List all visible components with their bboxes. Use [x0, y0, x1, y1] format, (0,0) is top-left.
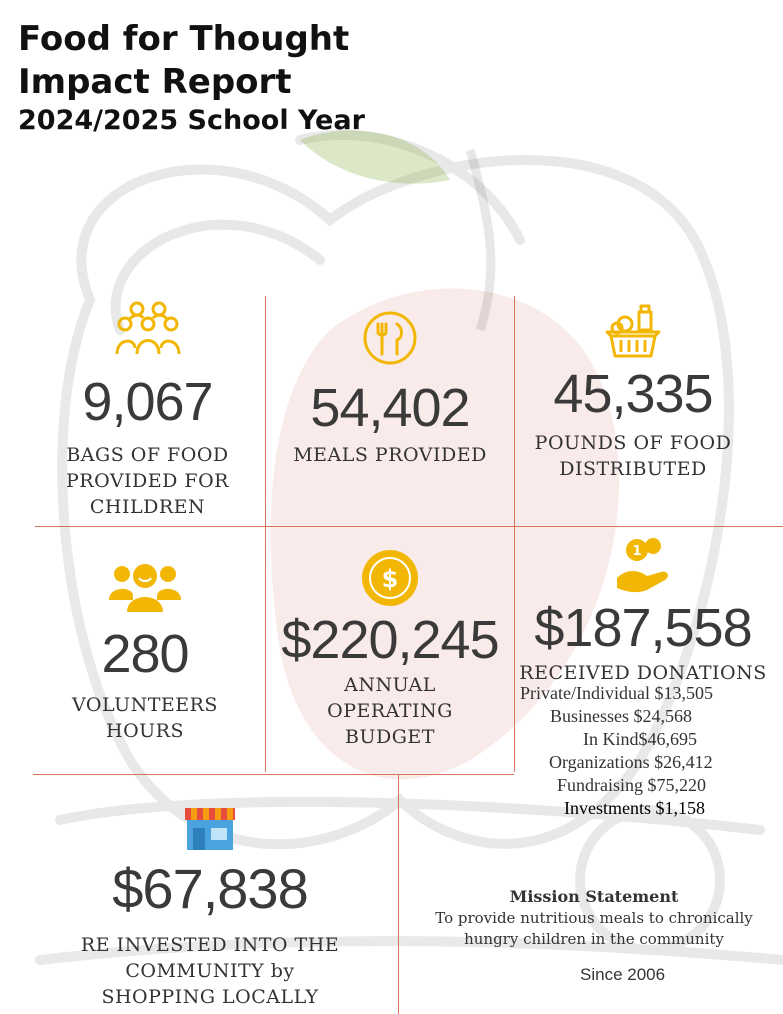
- stat-reinvested-locally: [60, 806, 360, 1010]
- local-label-line-1: RE INVESTED INTO THE: [80, 934, 340, 956]
- fork-knife-icon: [362, 310, 418, 366]
- grid-line-h1: [35, 526, 783, 527]
- volunteers-number: 280: [101, 624, 189, 684]
- hand-coin-icon: [613, 536, 673, 596]
- budget-label-line-1: ANNUAL: [344, 674, 436, 696]
- donation-item-organizations: Organizations $26,412: [549, 752, 713, 772]
- donation-item-investments: Investments $1,158: [564, 798, 705, 818]
- bags-label-line-1: BAGS OF FOOD: [66, 444, 229, 466]
- meals-number: 54,402: [310, 378, 470, 438]
- donations-label: RECEIVED DONATIONS: [519, 662, 767, 684]
- pounds-label-line-1: POUNDS OF FOOD: [534, 432, 732, 454]
- grid-line-v2: [514, 296, 515, 772]
- mission-statement: [405, 886, 783, 950]
- donation-item-businesses: Businesses $24,568: [550, 706, 693, 726]
- mission-title: Mission Statement: [509, 887, 679, 906]
- svg-text:$: $: [381, 565, 399, 593]
- donation-item-in-kind: In Kind$46,695: [583, 729, 697, 749]
- local-label-line-3: SHOPPING LOCALLY: [101, 986, 319, 1008]
- local-label-line-2: COMMUNITY by: [125, 960, 295, 982]
- report-title: [18, 18, 365, 138]
- stat-volunteer-hours: [35, 562, 255, 744]
- storefront-icon: [183, 806, 237, 852]
- budget-number: $220,245: [281, 610, 499, 670]
- budget-label-line-3: BUDGET: [345, 726, 435, 748]
- mission-text-line-2: hungry children in the community: [464, 930, 724, 948]
- budget-label-line-2: OPERATING: [327, 700, 453, 722]
- grid-line-v3: [398, 774, 399, 1014]
- dollar-coin-icon: [360, 548, 420, 608]
- people-group-icon: [115, 300, 181, 358]
- bags-label-line-2: PROVIDED FOR: [65, 470, 229, 492]
- stat-operating-budget: [270, 548, 510, 750]
- volunteers-icon: [109, 562, 181, 612]
- bags-number: 9,067: [82, 372, 213, 432]
- grid-line-h2: [33, 774, 514, 775]
- stat-received-donations: [518, 536, 768, 686]
- mission-text-line-1: To provide nutritious meals to chronically: [435, 909, 753, 927]
- title-line-1: Food for Thought: [18, 19, 350, 59]
- pounds-label-line-2: DISTRIBUTED: [559, 458, 707, 480]
- stat-bags-of-food: [35, 300, 260, 520]
- meals-label: MEALS PROVIDED: [293, 444, 487, 466]
- donation-item-fundraising: Fundraising $75,220: [557, 775, 707, 795]
- volunteers-label-line-2: HOURS: [106, 720, 184, 742]
- since-year: Since 2006: [580, 965, 666, 984]
- donations-number: $187,558: [534, 598, 752, 658]
- stat-pounds-distributed: [518, 300, 748, 482]
- bags-label-line-3: CHILDREN: [89, 496, 206, 518]
- local-number: $67,838: [112, 857, 308, 920]
- pounds-number: 45,335: [553, 364, 713, 424]
- title-school-year: 2024/2025 School Year: [18, 105, 365, 136]
- stat-meals-provided: [270, 310, 510, 468]
- title-line-2: Impact Report: [18, 62, 292, 102]
- svg-text:1: 1: [632, 544, 642, 559]
- donation-item-private: Private/Individual $13,505: [520, 683, 713, 703]
- grid-line-v1: [265, 296, 266, 772]
- grocery-basket-icon: [603, 300, 663, 360]
- volunteers-label-line-1: VOLUNTEERS: [72, 694, 218, 716]
